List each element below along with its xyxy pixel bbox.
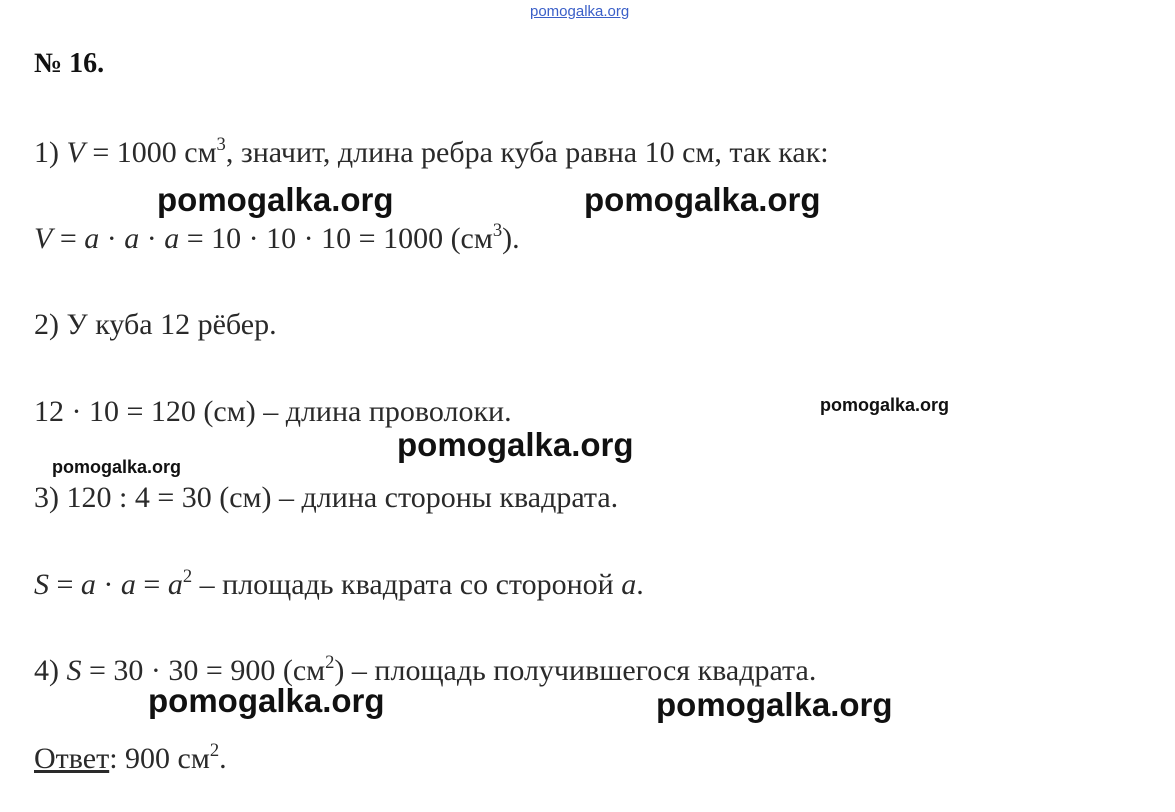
exponent: 3: [492, 219, 503, 241]
exponent: 2: [182, 565, 193, 587]
exponent: 2: [325, 651, 335, 673]
problem-number: № 16.: [34, 48, 105, 79]
line-6-end: .: [636, 568, 644, 601]
watermark-text: pomogalka.org: [656, 686, 893, 723]
dot: ·: [99, 222, 125, 255]
answer-label: Ответ: [34, 742, 110, 775]
solution-line-4: 12 · 10 = 120 (см) – длина проволоки.: [34, 395, 512, 428]
variable-s: S: [34, 568, 49, 601]
answer-value: : 900 см: [109, 742, 210, 775]
variable-s: S: [66, 654, 82, 687]
line-7-calc: = 30 · 30 = 900 (см: [81, 654, 326, 687]
equals: =: [49, 568, 81, 601]
watermark-text: pomogalka.org: [584, 181, 821, 218]
dot: ·: [95, 568, 121, 601]
equals: =: [135, 568, 168, 601]
solution-line-6: [34, 565, 644, 601]
variable-a: a: [80, 568, 96, 601]
variable-a: a: [164, 222, 180, 255]
solution-line-2: [34, 219, 520, 255]
watermark-text: pomogalka.org: [148, 682, 385, 719]
line-7-text: ) – площадь получившегося квадрата.: [334, 654, 817, 687]
variable-v: V: [34, 222, 53, 255]
equals: =: [52, 222, 85, 255]
line-6-text: – площадь квадрата со стороной: [192, 568, 622, 601]
line-1-value: = 1000 см: [84, 136, 217, 169]
dot: ·: [139, 222, 165, 255]
line-1-prefix: 1): [34, 136, 67, 169]
answer-line: [34, 739, 227, 775]
watermark-link-top[interactable]: pomogalka.org: [530, 3, 630, 20]
exponent: 2: [209, 739, 220, 761]
variable-v: V: [66, 136, 85, 169]
solution-line-1: [34, 133, 829, 169]
variable-a: a: [124, 222, 140, 255]
line-2-end: ).: [502, 222, 520, 255]
watermark-text: pomogalka.org: [157, 181, 394, 218]
line-2-calc: = 10 · 10 · 10 = 1000 (см: [179, 222, 493, 255]
solution-line-3: 2) У куба 12 рёбер.: [34, 308, 277, 341]
variable-a: a: [167, 568, 183, 601]
watermark-text: pomogalka.org: [52, 457, 182, 477]
watermark-text: pomogalka.org: [820, 395, 950, 415]
variable-a: a: [84, 222, 100, 255]
variable-a: a: [120, 568, 136, 601]
variable-a: a: [621, 568, 637, 601]
watermark-text: pomogalka.org: [397, 426, 634, 463]
solution-line-5: 3) 120 : 4 = 30 (см) – длина стороны квадрата.: [34, 481, 619, 514]
exponent: 3: [216, 133, 226, 155]
line-1-text: , значит, длина ребра куба равна 10 см, так как:: [225, 136, 829, 169]
line-7-prefix: 4): [34, 654, 67, 687]
answer-end: .: [219, 742, 227, 775]
